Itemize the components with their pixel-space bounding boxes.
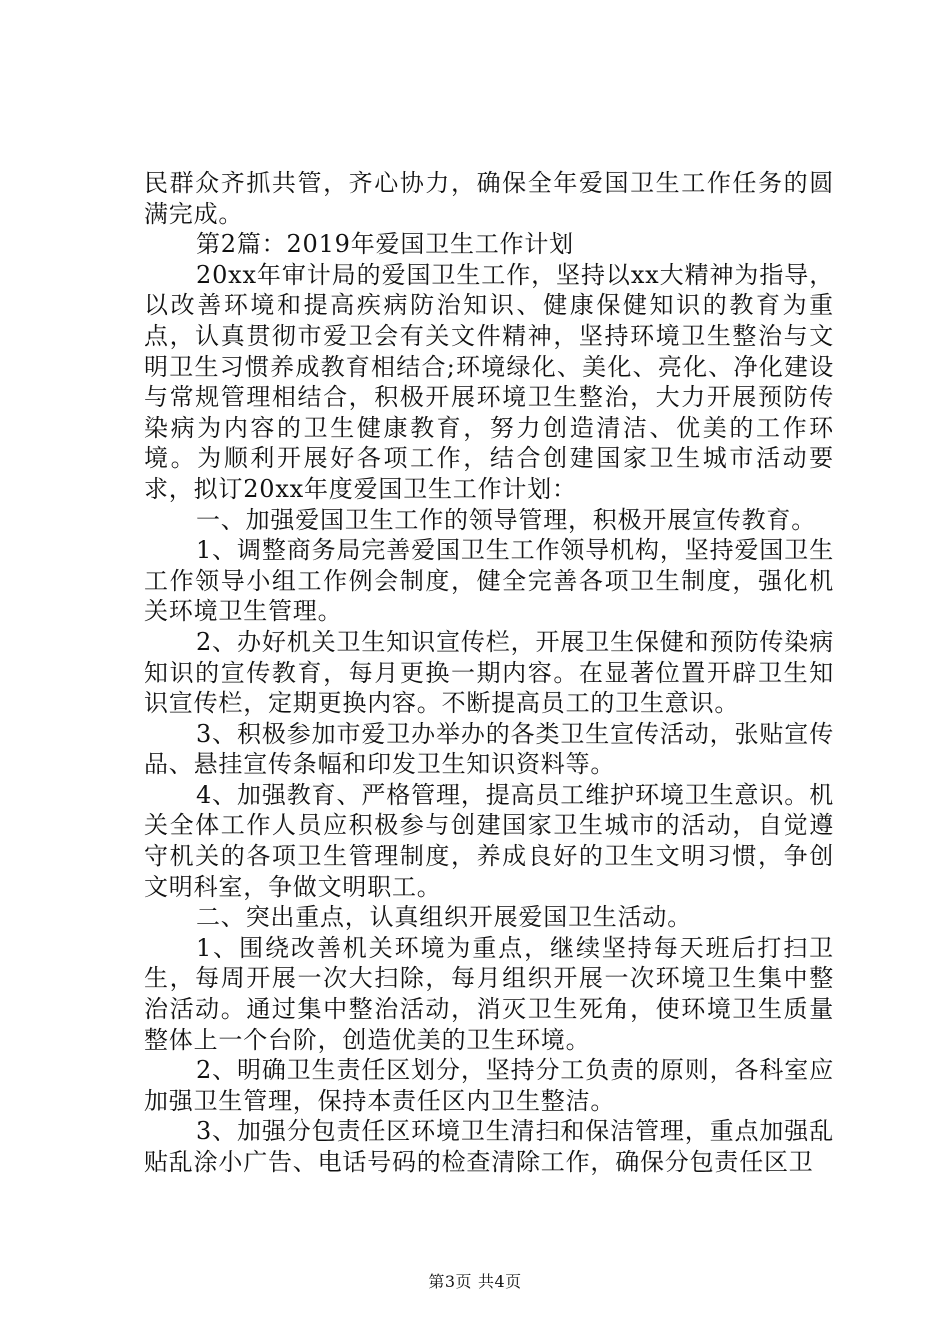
list-item-1-4: 4、加强教育、严格管理，提高员工维护环境卫生意识。机关全体工作人员应积极参与创建国家卫生城市的活动，自觉遵守机关的各项卫生管理制度，养成良好的卫生文明习惯，争创文明科室，争做文明职工。 <box>144 780 834 901</box>
list-item-2-1: 1、围绕改善机关环境为重点，继续坚持每天班后打扫卫生，每周开展一次大扫除，每月组织开展一次环境卫生集中整治活动。通过集中整治活动，消灭卫生死角，使环境卫生质量整体上一个台阶，创造优美的卫生环境。 <box>144 933 834 1054</box>
paragraph-1: 民群众齐抓共管，齐心协力，确保全年爱国卫生工作任务的圆满完成。 <box>144 169 834 228</box>
list-item-1-1: 1、调整商务局完善爱国卫生工作领导机构，坚持爱国卫生工作领导小组工作例会制度，健全完善各项卫生制度，强化机关环境卫生管理。 <box>144 536 834 626</box>
section-heading-1: 一、加强爱国卫生工作的领导管理，积极开展宣传教育。 <box>196 505 816 534</box>
page-footer <box>0 1272 950 1292</box>
list-item-2-3: 3、加强分包责任区环境卫生清扫和保洁管理，重点加强乱贴乱涂小广告、电话号码的检查清除工作，确保分包责任区卫 <box>144 1117 834 1176</box>
list-item-2-2: 2、明确卫生责任区划分，坚持分工负责的原则，各科室应加强卫生管理，保持本责任区内卫生整洁。 <box>144 1056 834 1115</box>
list-item-1-2: 2、办好机关卫生知识宣传栏，开展卫生保健和预防传染病知识的宣传教育，每月更换一期内容。在显著位置开辟卫生知识宣传栏，定期更换内容。不断提高员工的卫生意识。 <box>144 627 834 718</box>
page-number: 第3页 <box>428 1272 472 1291</box>
list-item-1-3: 3、积极参加市爱卫办举办的各类卫生宣传活动，张贴宣传品、悬挂宣传条幅和印发卫生知识资料等。 <box>144 719 834 779</box>
section-heading-article-2: 第2篇：2019年爱国卫生工作计划 <box>196 230 574 259</box>
paragraph-intro: 20xx年审计局的爱国卫生工作，坚持以xx大精神为指导，以改善环境和提高疾病防治知识、健康保健知识的教育为重点，认真贯彻市爱卫会有关文件精神，坚持环境卫生整治与文明卫生习惯养成教育相结合;环境绿化、美化、亮化、净化建设与常规管理相结合，积极开展环境卫生整治，大力开展预防传染病为内容的卫生健康教育，努力创造清洁、优美的工作环境。为顺利开展好各项工作，结合创建国家卫生城市活动要求，拟订20xx年度爱国卫生工作计划： <box>144 260 834 503</box>
page-total: 共4页 <box>478 1272 522 1291</box>
section-heading-2: 二、突出重点，认真组织开展爱国卫生活动。 <box>196 903 692 932</box>
document-body <box>144 168 834 1178</box>
